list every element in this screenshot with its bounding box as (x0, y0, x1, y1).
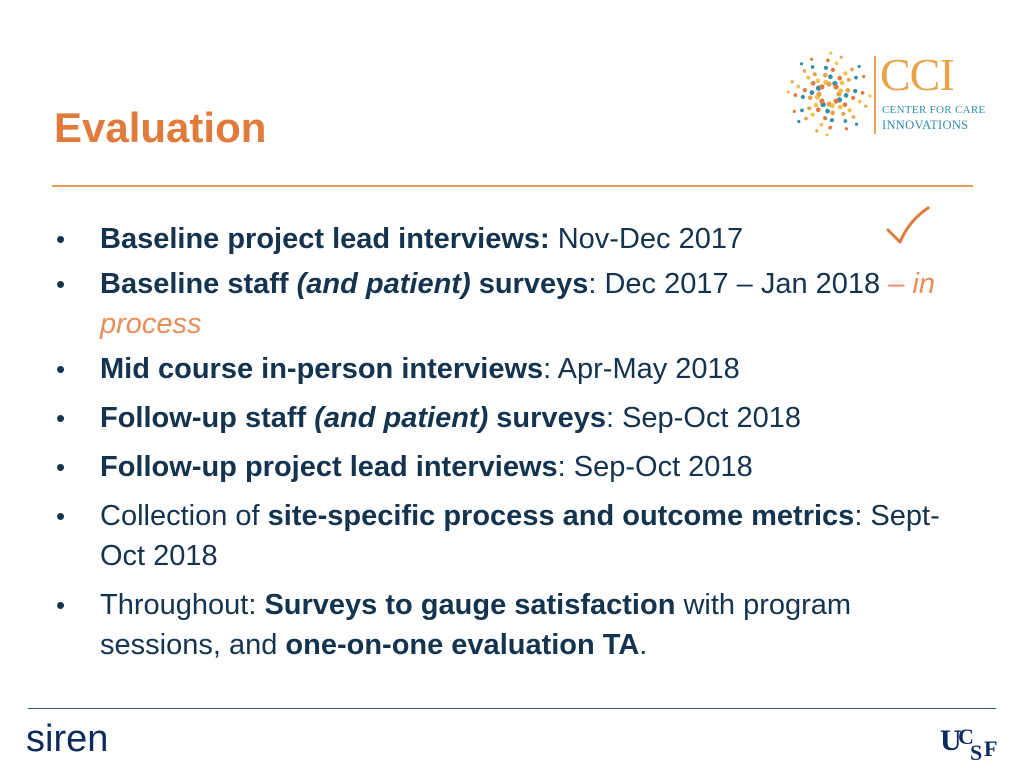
bullet-item (56, 447, 956, 487)
logo-dot (826, 59, 830, 63)
in-process-note: – in process (100, 268, 935, 340)
logo-divider (874, 56, 876, 134)
logo-dot (819, 84, 824, 89)
logo-dot (845, 88, 850, 93)
bullet-bold: site-specific process and outcome metrics (267, 500, 855, 532)
logo-dot (815, 129, 818, 132)
bullet-dot: • (56, 501, 66, 531)
logo-dot (862, 75, 865, 78)
bullet-item (56, 219, 956, 259)
logo-dot (824, 66, 828, 70)
bullet-text: : Sept-Oct 2018 (100, 500, 940, 572)
logo-dot (808, 95, 813, 100)
logo-name: CCI (880, 49, 954, 100)
logo-dot (811, 113, 815, 117)
bullet-dot: • (56, 269, 66, 299)
logo-dot (854, 76, 858, 80)
logo-dot (791, 80, 794, 83)
logo-dot (813, 72, 817, 76)
bullet-list (56, 219, 956, 674)
bullet-item (56, 264, 956, 344)
checkmark-icon (884, 206, 930, 248)
bullet-text: Throughout: (100, 589, 265, 621)
logo-dot (844, 119, 848, 123)
logo-dot (815, 79, 820, 84)
logo-dot (852, 115, 856, 119)
siren-logo: siren (26, 718, 109, 760)
bullet-text: . (639, 629, 648, 661)
bullet-bold: surveys (470, 268, 589, 300)
logo-dot (826, 101, 831, 106)
logo-dot (864, 105, 867, 108)
logo-dot (828, 126, 832, 130)
bullet-item (56, 349, 956, 389)
svg-text:U: U (940, 724, 962, 757)
logo-dot (831, 68, 835, 72)
logo-dot (810, 58, 813, 61)
logo-dot (803, 88, 807, 92)
title-divider (52, 185, 973, 187)
bullet-text: : Sep-Oct 2018 (557, 451, 753, 483)
logo-dot (845, 127, 848, 130)
logo-dot (816, 91, 821, 96)
logo-dot (840, 80, 845, 85)
ucsf-logo (940, 720, 1004, 766)
bullet-item (56, 496, 956, 576)
logo-dot (858, 65, 861, 68)
bullet-bold-italic: (and patient) (296, 268, 471, 300)
sunburst-dots-icon (786, 48, 872, 140)
bullet-text: Collection of (100, 500, 268, 532)
bullet-text: : Sep-Oct 2018 (605, 402, 802, 434)
logo-dot (811, 81, 816, 86)
bullet-bold: Baseline project lead interviews: (100, 223, 550, 255)
bullet-dot: • (56, 452, 66, 482)
bullet-dot: • (56, 403, 66, 433)
logo-dot (806, 76, 810, 80)
logo-dot (816, 108, 821, 113)
logo-dot (793, 110, 796, 113)
bullet-bold: Follow-up project lead interviews (100, 451, 558, 483)
bullet-bold: surveys (488, 402, 606, 434)
logo-dot (829, 52, 832, 55)
logo-dot (841, 112, 845, 116)
cci-logo (786, 48, 986, 140)
svg-text:C: C (958, 724, 974, 749)
logo-dot (848, 108, 852, 112)
logo-dot (838, 105, 843, 110)
logo-dot (823, 116, 827, 120)
logo-dot (828, 75, 833, 80)
logo-dot (835, 61, 839, 65)
bullet-text: Nov-Dec 2017 (549, 223, 744, 255)
svg-text:F: F (984, 736, 998, 761)
bullet-bold-italic: (and patient) (314, 402, 489, 434)
logo-dot (787, 91, 790, 94)
logo-dot (834, 99, 839, 104)
logo-dot (826, 81, 831, 86)
logo-dot (840, 56, 843, 59)
logo-tagline-1: CENTER FOR CARE (882, 104, 986, 116)
bullet-dot: • (56, 224, 66, 254)
bullet-item (56, 585, 956, 665)
logo-dot (823, 73, 828, 78)
bullet-bold: one-on-one evaluation TA (285, 629, 640, 661)
logo-dot (855, 123, 858, 126)
logo-dot (794, 93, 798, 97)
logo-dot (851, 96, 855, 100)
logo-dot (834, 84, 839, 89)
logo-dot (830, 110, 835, 115)
bullet-text: : Dec 2017 – Jan 2018 (588, 268, 881, 300)
logo-tagline-2: INNOVATIONS (882, 118, 969, 132)
logo-dot (807, 106, 811, 110)
logo-dot (820, 123, 824, 127)
logo-dot (803, 69, 807, 73)
logo-dot (847, 78, 851, 82)
logo-dot (814, 103, 819, 108)
footer-divider (28, 708, 996, 709)
logo-dot (825, 109, 830, 114)
logo-dot (826, 133, 829, 136)
logo-dot (801, 95, 805, 99)
logo-dot (843, 102, 848, 107)
bullet-bold: Mid course in-person interviews (100, 353, 544, 385)
logo-dot (830, 118, 834, 122)
logo-dot (868, 94, 871, 97)
logo-dot (797, 120, 800, 123)
bullet-dot: • (56, 590, 66, 620)
logo-dot (858, 100, 862, 104)
bullet-bold: Surveys to gauge satisfaction (264, 589, 676, 621)
bullet-text: with program sessions, and (100, 589, 852, 661)
bullet-bold: Baseline staff (100, 268, 297, 300)
bullet-dot: • (56, 354, 66, 384)
logo-dot (844, 93, 849, 98)
logo-dot (850, 68, 854, 72)
svg-text:S: S (970, 740, 983, 765)
bullet-item (56, 398, 956, 438)
bullet-text: : Apr-May 2018 (543, 353, 740, 385)
logo-dot (800, 62, 803, 65)
logo-dot (796, 85, 800, 89)
logo-dot (811, 65, 815, 69)
logo-dot (843, 71, 847, 75)
logo-dot (837, 76, 842, 81)
logo-dot (861, 91, 865, 95)
slide-title: Evaluation (54, 104, 267, 151)
logo-dot (810, 90, 815, 95)
logo-dot (804, 117, 808, 121)
logo-dot (838, 88, 843, 93)
logo-dot (800, 109, 804, 113)
logo-dot (853, 89, 857, 93)
bullet-bold: Follow-up staff (100, 402, 315, 434)
logo-dot (819, 99, 824, 104)
